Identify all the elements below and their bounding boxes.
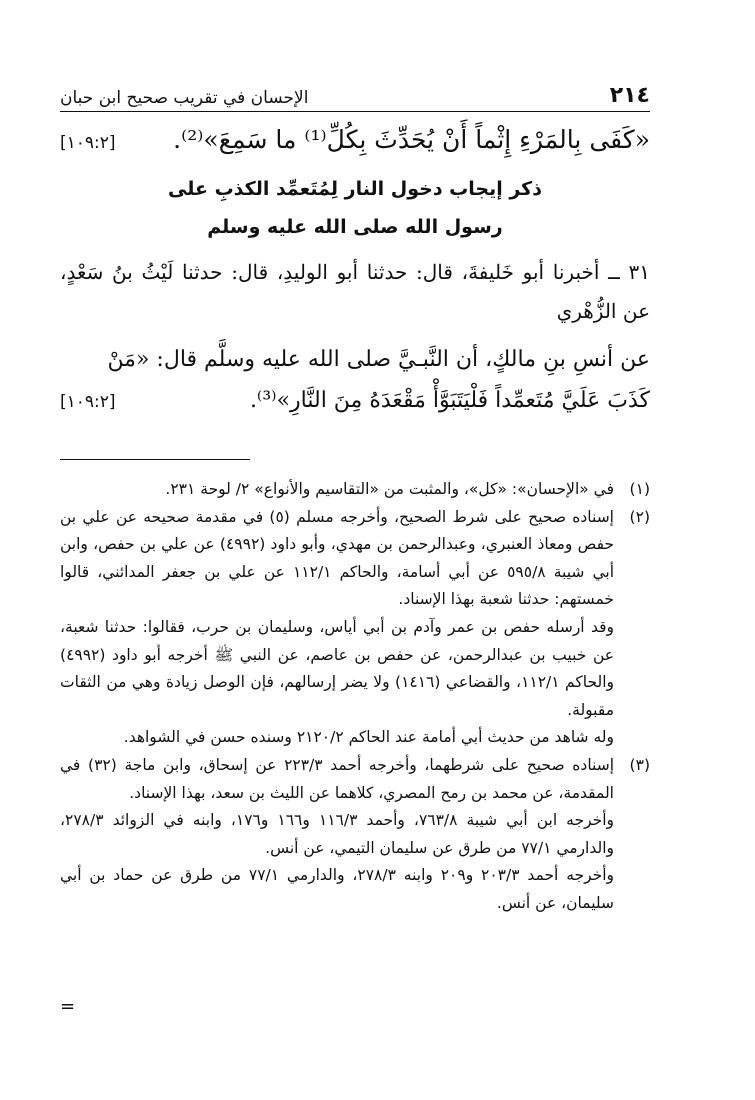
top-hadith-ref: [١٠٩:٢] — [60, 133, 116, 153]
top-hadith-text: «كَفَى بِالمَرْءِ إِثْماً أَنْ يُحَدِّثَ بِكُلِّ⁽¹⁾ ما سَمِعَ»⁽²⁾. — [173, 125, 650, 154]
chapter-heading-line2: رسول الله صلى الله عليه وسلم — [207, 216, 503, 238]
book-title: الإحسان في تقريب صحيح ابن حبان — [60, 88, 309, 108]
footnote-paragraph: في «الإحسان»: «كل»، والمثبت من «التقاسيم والأنواع» ٢/ لوحة ٢٣١. — [165, 480, 614, 498]
footnote-paragraph: إسناده صحيح على شرطهما، وأخرجه أحمد ٢٢٣/٣ عن إسحاق، وابن ماجة (٣٢) في المقدمة، عن محمد بن رمح المصري، كلاهما عن الليث بن سعد، بهذا الإسناد. — [60, 755, 615, 802]
top-hadith — [60, 120, 650, 163]
footnote-divider — [60, 459, 250, 460]
hadith-31-isnad-text: ٣١ ــ أخبرنا أبو خَليفةَ، قال: حدثنا أبو الوليدِ، قال: حدثنا لَيْثُ بنُ سَعْدٍ، عن الزُّهْري — [60, 260, 650, 323]
chapter-heading-line1: ذكر إيجاب دخول النار لِمُتَعمِّد الكذبِ على — [168, 178, 542, 200]
hadith-31-matn-line1: عن أنسِ بنِ مالكٍ، أن النَّبـيَّ صلى الله عليه وسلَّم قال: «مَنْ — [107, 347, 650, 372]
footnote-paragraph: وأخرجه ابن أبي شيبة ٧٦٣/٨، وأحمد ١١٦/٣ و١٦٦ و١٧٦، وابنه في الزوائد ٢٧٨/٣، والدارمي ٧٧/١ من طرق عن سليمان التيمي، عن أنس. — [60, 811, 615, 857]
page-number: ٢١٤ — [609, 83, 650, 108]
footnote-paragraph: وله شاهد من حديث أبي أمامة عند الحاكم ٢١٢٠/٢ وسنده حسن في الشواهد. — [123, 728, 614, 747]
footnote-paragraph: وأخرجه أحمد ٢٠٣/٣ و٢٠٩ وابنه ٢٧٨/٣، والدارمي ٧٧/١ من طرق عن حماد بن أبي سليمان، عن أنس. — [60, 866, 615, 912]
chapter-heading — [60, 170, 650, 246]
running-header — [60, 74, 650, 108]
footnote-paragraph: وقد أرسله حفص بن عمر وآدم بن أبي أياس، وسليمان بن حرب، فقالوا: حدثنا شعبة، عن خبيب بن عبدالرحمن، عن حفص بن عاصم، عن النبي ﷺ أخرجه أبو داود (٤٩٩٢) والحاكم ١١٢/١، والقضاعي (١٤١٦) ولا يضر إرسالهم، فإن الوصل زيادة وهي من الثقات مقبولة. — [60, 617, 614, 719]
footnote-1 — [60, 476, 650, 504]
hadith-31-isnad — [60, 253, 650, 331]
footnote-3 — [60, 752, 650, 918]
footnote-paragraph: إسناده صحيح على شرط الصحيح، وأخرجه مسلم (٥) في مقدمة صحيحه عن علي بن حفص ومعاذ العنبري، وعبدالرحمن بن مهدي، وأبو داود (٤٩٩٢) عن علي بن حفص، وابن أبي شيبة ٥٩٥/٨ عن أبي أسامة، والحاكم ١١٢/١ عن علي بن جعفر المدائني، قالوا خمستهم: حدثنا شعبة بهذا الإسناد. — [60, 507, 615, 609]
book-page — [60, 0, 650, 1100]
footnote-mark: (١) — [629, 480, 650, 498]
continuation-mark: = — [60, 996, 76, 1017]
hadith-31-ref: [١٠٩:٢] — [60, 392, 116, 412]
footnote-mark: (٢) — [629, 507, 650, 526]
footnotes — [60, 476, 650, 918]
footnote-mark: (٣) — [629, 755, 650, 774]
hadith-31-matn-line2: كَذَبَ عَلَيَّ مُتَعمِّداً فَلْيَتَبَوَّأْ مَقْعَدَهُ مِنَ النَّارِ»⁽³⁾. — [249, 388, 650, 413]
header-divider — [60, 111, 650, 112]
footnote-2 — [60, 504, 650, 752]
hadith-31-matn — [60, 339, 650, 423]
